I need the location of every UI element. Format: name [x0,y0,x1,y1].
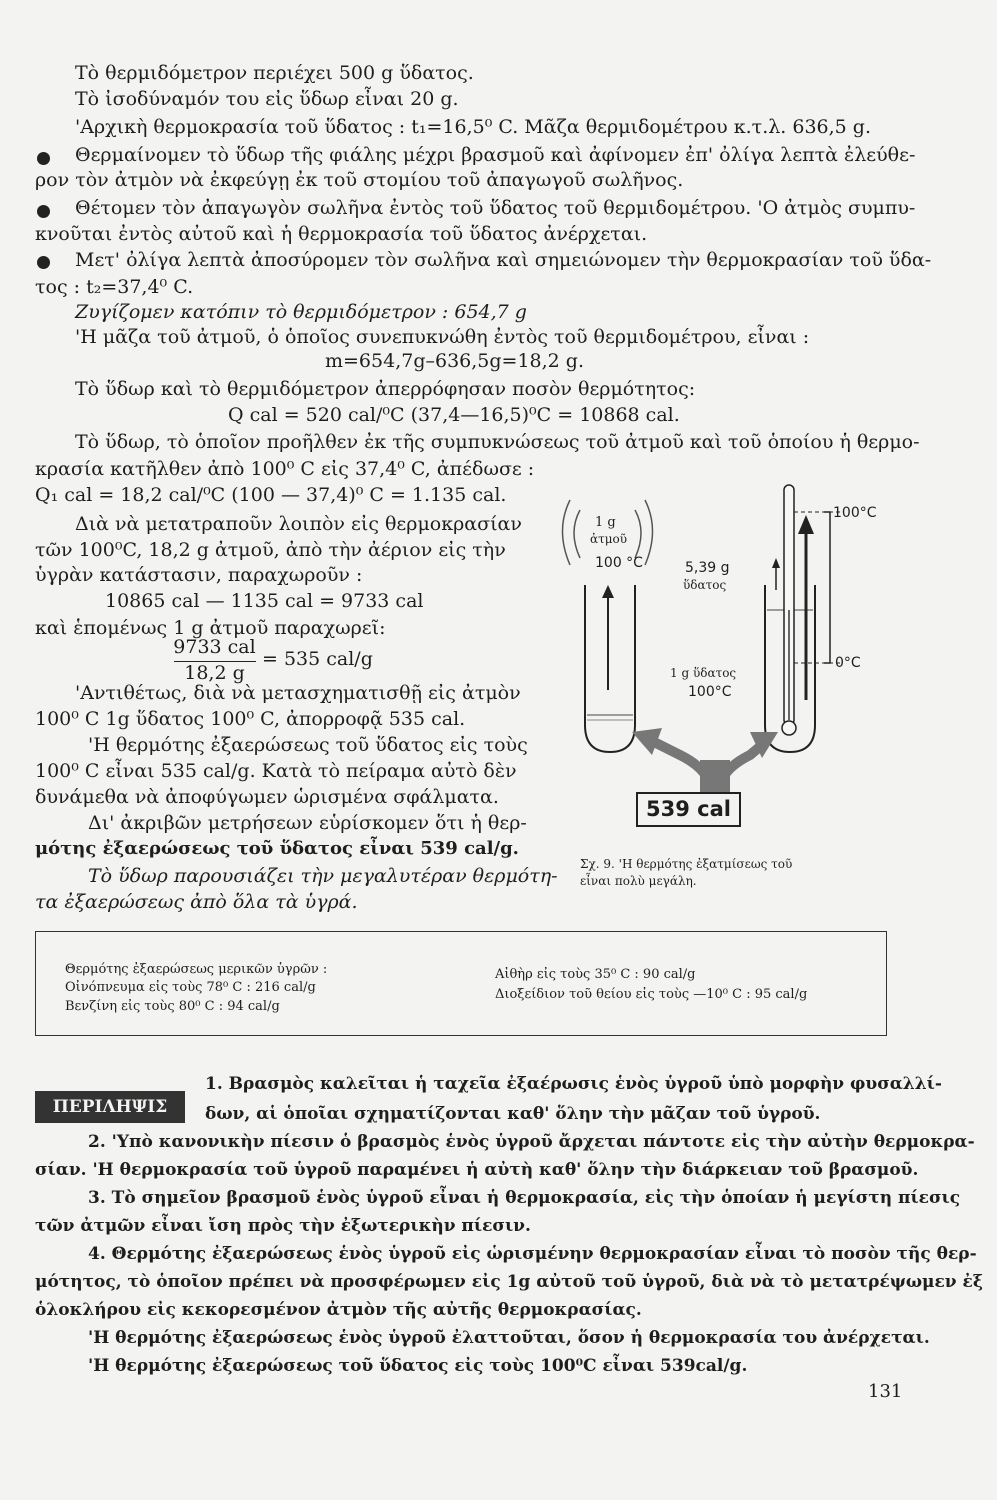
text-line: τῶν 100⁰C, 18,2 g ἀτμοῦ, ἀπὸ τὴν ἀέριον εἰς τὴν [35,539,506,561]
arrow-head-icon [772,558,780,568]
label-100c-water: 100°C [688,684,732,700]
text-line: 100⁰ C εἶναι 535 cal/g. Κατὰ τὸ πείραμα αὐτὸ δὲν [35,760,517,782]
summary-line: 3. Τὸ σημεῖον βρασμοῦ ἑνὸς ὑγροῦ εἶναι ἡ θερμοκρασία, εἰς τὴν ὁποίαν ἡ μεγίστη πίεσις [88,1188,961,1208]
text-line: κνοῦται ἐντὸς αὐτοῦ καὶ ἡ θερμοκρασία τοῦ ὕδατος ἀνέρχεται. [35,223,648,245]
table-row: Οἰνόπνευμα εἰς τοὺς 78⁰ C : 216 cal/g [65,980,316,995]
label-water: ὕδατος [683,578,727,592]
label-100c-top: 100°C [833,505,877,521]
label-1g-water: 1 g ὕδατος [670,666,737,680]
summary-line: τῶν ἀτμῶν εἶναι ἴση πρὸς τὴν ἐξωτερικὴν πίεσιν. [35,1216,531,1236]
summary-line: 4. Θερμότης ἐξαερώσεως ἑνὸς ὑγροῦ εἰς ὡρισμένην θερμοκρασίαν εἶναι τὸ ποσὸν τῆς θερ- [88,1244,977,1264]
text-line: 'Αντιθέτως, διὰ νὰ μετασχηματισθῇ εἰς ἀτμὸν [75,682,521,704]
text-line: Διὰ νὰ μετατραποῦν λοιπὸν εἰς θερμοκρασίαν [75,513,522,535]
summary-line: δων, αἱ ὁποῖαι σχηματίζονται καθ' ὅλην τὴν μᾶζαν τοῦ ὑγροῦ. [205,1104,821,1124]
fraction-denominator: 18,2 g [184,662,245,684]
q1-formula: Q₁ cal = 18,2 cal/⁰C (100 — 37,4)⁰ C = 1.135 cal. [35,484,507,506]
text-line: 'Η θερμότης ἐξαερώσεως τοῦ ὕδατος εἰς τοὺς [88,734,528,756]
text-line: Μετ' ὀλίγα λεπτὰ ἀποσύρομεν τὸν σωλῆνα καὶ σημειώνομεν τὴν θερμοκρασίαν τοῦ ὕδα- [75,249,932,271]
label-100c: 100 °C [595,555,643,571]
arrow-head-icon [602,585,614,598]
italic-line: τα ἐξαερώσεως ἀπὸ ὅλα τὰ ὑγρά. [35,891,358,913]
bullet-icon [37,205,50,218]
table-row: Αἰθὴρ εἰς τοὺς 35⁰ C : 90 cal/g [495,967,696,982]
label-steam: ἀτμοῦ [590,532,628,546]
summary-line: 'Η θερμότης ἐξαερώσεως ἑνὸς ὑγροῦ ἐλαττοῦται, ὅσον ἡ θερμοκρασία του ἀνέρχεται. [88,1328,930,1348]
summary-line: ὁλοκλήρου εἰς κεκορεσμένον ἀτμὸν τῆς αὐτῆς θερμοκρασίας. [35,1300,642,1320]
table-row: Διοξείδιον τοῦ θείου εἰς τοὺς —10⁰ C : 95 cal/g [495,987,808,1002]
summary-line: σίαν. 'Η θερμοκρασία τοῦ ὑγροῦ παραμένει ἡ αὐτὴ καθ' ὅλην τὴν διάρκειαν τοῦ βρασμοῦ. [35,1160,919,1180]
bullet-icon [37,256,50,269]
text-line: Θερμαίνομεν τὸ ὕδωρ τῆς φιάλης μέχρι βρασμοῦ καὶ ἀφίνομεν ἐπ' ὀλίγα λεπτὰ ἐλεύθε- [75,144,916,166]
summary-line: μότητος, τὸ ὁποῖον πρέπει νὰ προσφέρωμεν εἰς 1g αὐτοῦ τοῦ ὑγροῦ, διὰ νὰ τὸ μετατρέψωμεν ἐξ [35,1272,983,1292]
text-line: κρασία κατῆλθεν ἀπὸ 100⁰ C εἰς 37,4⁰ C, ἀπέδωσε : [35,458,535,480]
text-line: Θέτομεν τὸν ἀπαγωγὸν σωλῆνα ἐντὸς τοῦ ὕδατος τοῦ θερμιδομέτρου. 'Ο ἀτμὸς συμπυ- [75,197,916,219]
summary-label: ΠΕΡΙΛΗΨΙΣ [35,1091,185,1123]
text-line: Τὸ ὕδωρ καὶ τὸ θερμιδόμετρον ἀπερρόφησαν ποσὸν θερμότητος: [75,378,696,400]
text-line: τος : t₂=37,4⁰ C. [35,276,194,298]
text-line: ρον τὸν ἀτμὸν νὰ ἐκφεύγῃ ἐκ τοῦ στομίου τοῦ ἀπαγωγοῦ σωλῆνος. [35,169,684,191]
text-line: 'Η μᾶζα τοῦ ἀτμοῦ, ὁ ὁποῖος συνεπυκνώθη ἐντὸς τοῦ θερμιδομέτρου, εἶναι : [75,326,810,348]
arrow-head-icon [798,515,814,534]
figure-vaporization [540,470,900,890]
text-line: Δι' ἀκριβῶν μετρήσεων εὑρίσκομεν ὅτι ἡ θερ- [88,812,527,834]
weigh-line: Ζυγίζομεν κατόπιν τὸ θερμιδόμετρον : 654,7 g [75,301,527,323]
text-line: Τὸ ὕδωρ, τὸ ὁποῖον προῆλθεν ἐκ τῆς συμπυκνώσεως τοῦ ἀτμοῦ καὶ τοῦ ὁποίου ἡ θερμο- [75,431,920,453]
text-line: 100⁰ C 1g ὕδατος 100⁰ C, ἀπορροφᾷ 535 cal. [35,708,466,730]
figure-caption: Σχ. 9. 'Η θερμότης ἐξατμίσεως τοῦ [580,857,793,871]
table-heading: Θερμότης ἐξαερώσεως μερικῶν ὑγρῶν : [65,962,328,977]
steam-wave-icon [563,500,571,565]
label-539g: 5,39 g [685,560,730,576]
energy-label: 539 cal [646,797,731,821]
label-0c: 0°C [835,655,861,671]
range-bracket [824,512,830,663]
sub-formula: 10865 cal — 1135 cal = 9733 cal [105,590,424,612]
steam-wave-icon [645,500,653,565]
summary-line: 2. 'Υπὸ κανονικὴν πίεσιν ὁ βρασμὸς ἑνὸς ὑγροῦ ἄρχεται πάντοτε εἰς τὴν αὐτὴν θερμοκρα- [88,1132,975,1152]
steam-wave-icon [574,510,580,558]
heat-arrow-stem [700,760,730,795]
conclusion-line: μότης ἐξαερώσεως τοῦ ὕδατος εἶναι 539 cal/g. [35,838,519,859]
text-line: 'Αρχικὴ θερμοκρασία τοῦ ὕδατος : t₁=16,5⁰ C. Μᾶζα θερμιδομέτρου κ.τ.λ. 636,5 g. [75,116,871,138]
bullet-icon [37,152,50,165]
italic-line: Τὸ ὕδωρ παρουσιάζει τὴν μεγαλυτέραν θερμότη- [88,865,558,887]
summary-line: 'Η θερμότης ἐξαερώσεως τοῦ ὕδατος εἰς τοὺς 100⁰C εἶναι 539cal/g. [88,1356,748,1376]
text-line: Τὸ ἰσοδύναμόν του εἰς ὕδωρ εἶναι 20 g. [75,88,459,110]
text-line: ὑγρὰν κατάστασιν, παραχωροῦν : [35,564,363,586]
text-line: καὶ ἑπομένως 1 g ἀτμοῦ παραχωρεῖ: [35,617,386,639]
figure-caption: εἶναι πολὺ μεγάλη. [580,874,697,888]
thermometer-bulb [782,721,796,735]
summary-line: 1. Βρασμὸς καλεῖται ἡ ταχεῖα ἐξαέρωσις ἑνὸς ὑγροῦ ὑπὸ μορφὴν φυσαλλί- [205,1074,942,1094]
page-number: 131 [868,1381,903,1402]
mass-formula: m=654,7g–636,5g=18,2 g. [325,350,585,372]
label-1g: 1 g [595,515,616,530]
fraction-numerator: 9733 cal [173,636,256,658]
text-line: δυνάμεθα νὰ ἀποφύγωμεν ὡρισμένα σφάλματα. [35,786,499,808]
q-formula: Q cal = 520 cal/⁰C (37,4—16,5)⁰C = 10868 cal. [228,404,680,426]
steam-wave-icon [635,510,641,558]
left-test-tube [585,585,635,752]
text-line: Τὸ θερμιδόμετρον περιέχει 500 g ὕδατος. [75,62,474,84]
table-row: Βενζίνη εἰς τοὺς 80⁰ C : 94 cal/g [65,999,280,1014]
fraction-result: = 535 cal/g [262,648,373,670]
